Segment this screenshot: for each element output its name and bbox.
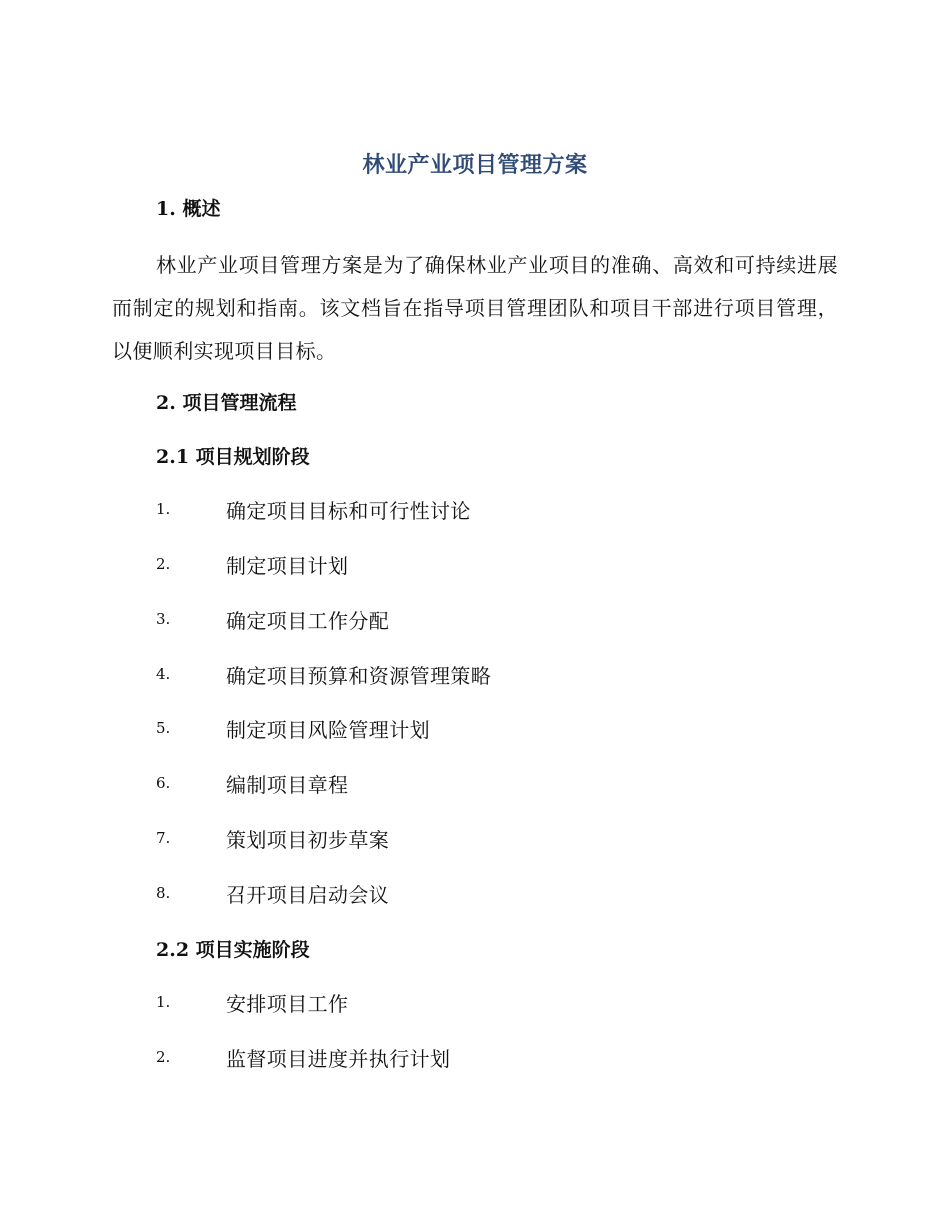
list-item (156, 550, 348, 578)
list-item-number: 6. (156, 774, 171, 792)
section-heading-overview: 1. 概述 (156, 198, 221, 220)
list-item (156, 495, 471, 523)
subsection-heading-planning: 2.1 项目规划阶段 (156, 446, 310, 468)
list-item-text: 召开项目启动会议 (226, 882, 390, 907)
list-item (156, 660, 491, 688)
list-item-number: 2. (156, 1048, 171, 1066)
list-item-text: 制定项目风险管理计划 (226, 717, 430, 742)
list-item-text: 监督项目进度并执行计划 (226, 1046, 451, 1071)
list-item-text: 确定项目目标和可行性讨论 (226, 498, 471, 523)
subsection-heading-implementation: 2.2 项目实施阶段 (156, 939, 310, 961)
list-item (156, 824, 389, 852)
overview-paragraph: 林业产业项目管理方案是为了确保林业产业项目的准确、高效和可持续进展而制定的规划和指南。该文档旨在指导项目管理团队和项目干部进行项目管理，以便顺利实现项目目标。 (112, 253, 838, 363)
list-item-number: 5. (156, 719, 171, 737)
list-item (156, 605, 389, 633)
list-item-number: 3. (156, 610, 171, 628)
list-item-number: 8. (156, 884, 171, 902)
list-item-number: 4. (156, 665, 171, 683)
list-item-number: 7. (156, 829, 171, 847)
list-item-text: 安排项目工作 (226, 991, 349, 1016)
list-item (156, 1043, 450, 1071)
list-item-number: 2. (156, 555, 171, 573)
list-item-number: 1. (156, 993, 171, 1011)
list-item (156, 714, 430, 742)
list-item (156, 769, 348, 797)
document-title: 林业产业项目管理方案 (362, 153, 588, 178)
list-item-number: 1. (156, 500, 171, 518)
section-heading-process: 2. 项目管理流程 (156, 392, 297, 414)
list-item-text: 策划项目初步草案 (226, 827, 390, 852)
list-item-text: 制定项目计划 (226, 553, 349, 578)
list-item-text: 确定项目预算和资源管理策略 (226, 663, 492, 688)
list-item-text: 编制项目章程 (226, 772, 349, 797)
list-item (156, 988, 348, 1016)
list-item-text: 确定项目工作分配 (226, 608, 390, 633)
list-item (156, 879, 389, 907)
